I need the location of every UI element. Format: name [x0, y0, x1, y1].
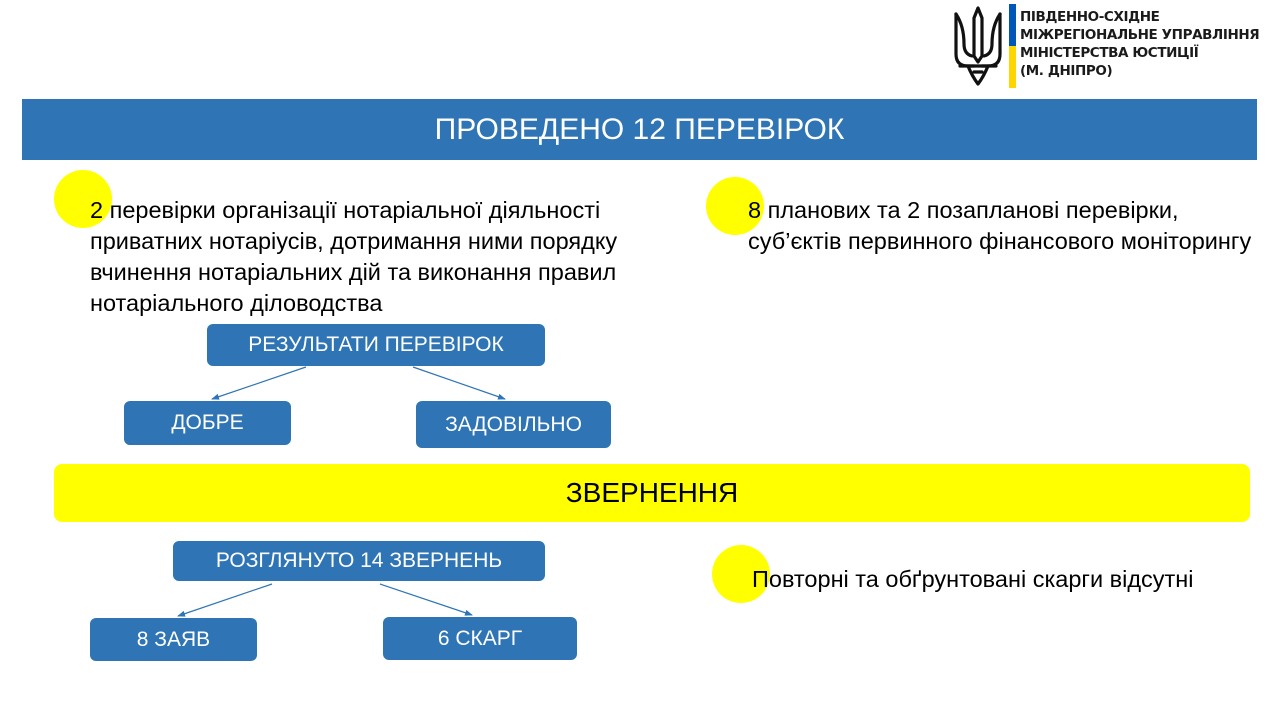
notary-checks-text: 2 перевірки організації нотаріальної діяльності приватних нотаріусів, дотримання ними порядку вчинення нотаріальних дій та виконання правил нотаріального діловодства	[90, 197, 618, 316]
applications-box: 8 ЗАЯВ	[90, 618, 257, 661]
logo-text	[1020, 8, 1278, 80]
result-satisfactory-box: ЗАДОВІЛЬНО	[416, 401, 611, 448]
complaints-box: 6 СКАРГ	[383, 617, 577, 660]
logo-line: ПІВДЕННО-СХІДНЕ	[1020, 9, 1160, 25]
arrow-to-complaints	[380, 584, 472, 615]
arrow-to-applications	[178, 584, 272, 616]
logo-yellow-bar	[1009, 46, 1016, 88]
logo-blue-bar	[1009, 4, 1016, 46]
logo-line: МІЖРЕГІОНАЛЬНЕ УПРАВЛІННЯ	[1020, 27, 1260, 43]
arrow-to-satisfactory	[413, 367, 505, 399]
monitoring-checks-text: 8 планових та 2 позапланові перевірки, суб’єктів первинного фінансового моніторингу	[748, 197, 1252, 254]
checks-banner: ПРОВЕДЕНО 12 ПЕРЕВІРОК	[22, 99, 1257, 160]
results-box: РЕЗУЛЬТАТИ ПЕРЕВІРОК	[207, 324, 545, 366]
complaints-note: Повторні та обґрунтовані скарги відсутні	[752, 566, 1194, 592]
appeals-banner: ЗВЕРНЕННЯ	[54, 464, 1250, 522]
result-good-box: ДОБРЕ	[124, 401, 291, 445]
tryzub-icon	[950, 4, 1006, 88]
arrow-to-good	[212, 367, 306, 399]
logo-line: (М. ДНІПРО)	[1020, 63, 1113, 79]
reviewed-appeals-box: РОЗГЛЯНУТО 14 ЗВЕРНЕНЬ	[173, 541, 545, 581]
logo-line: МІНІСТЕРСТВА ЮСТИЦІЇ	[1020, 45, 1199, 61]
